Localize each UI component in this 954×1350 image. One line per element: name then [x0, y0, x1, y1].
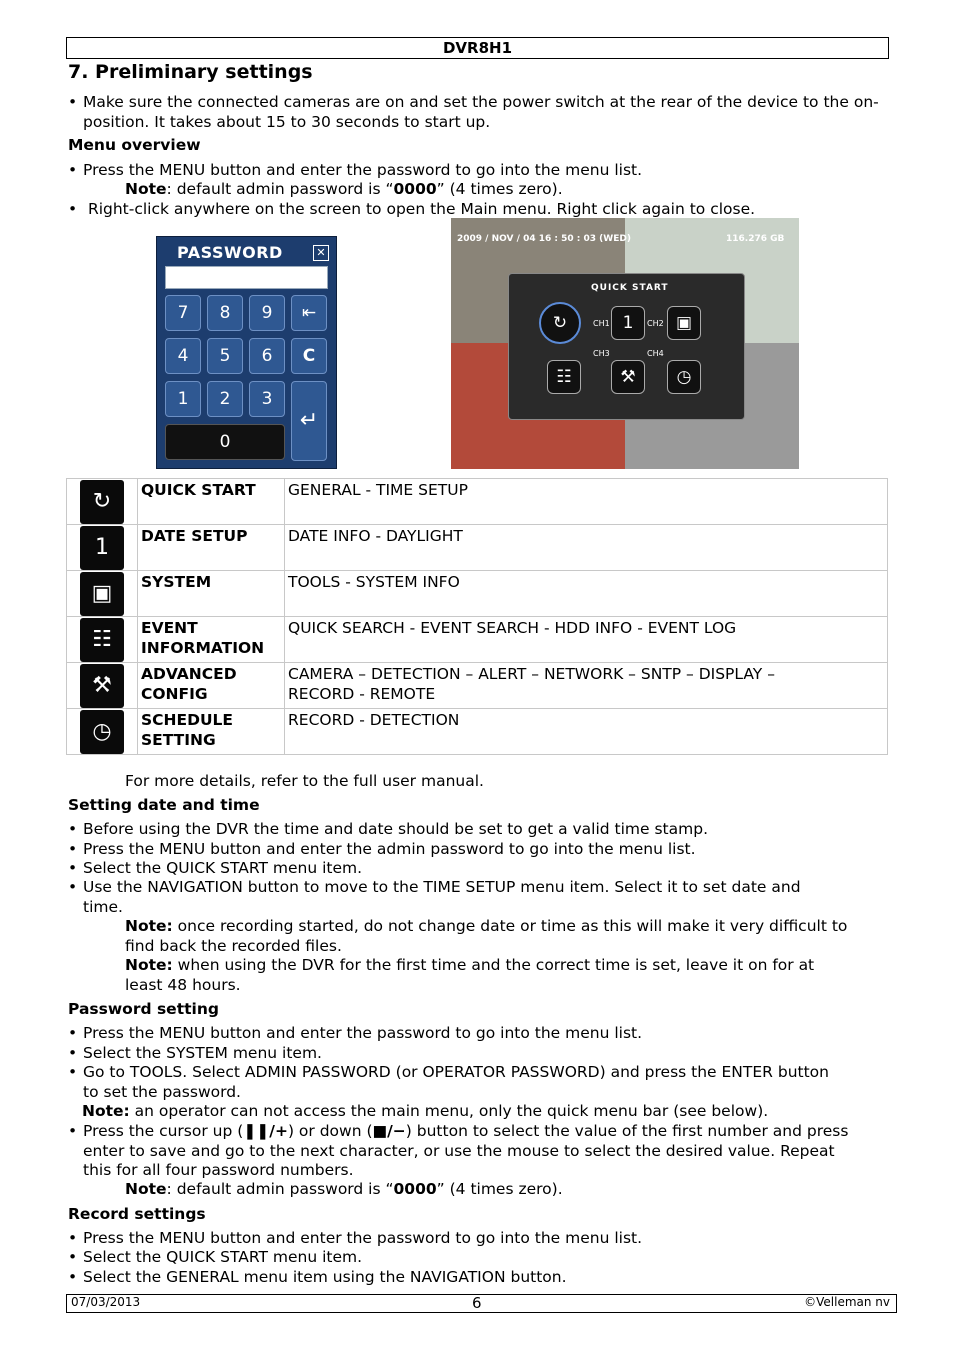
- key-5[interactable]: 5: [207, 338, 243, 374]
- table-row: [67, 617, 888, 663]
- timestamp-overlay: 2009 / NOV / 04 16 : 50 : 03 (WED): [457, 234, 631, 244]
- event-information-icon[interactable]: ☷: [547, 360, 581, 394]
- enter-icon[interactable]: ↵: [291, 381, 327, 461]
- date-time-bullet-3: • Select the QUICK START menu item.: [68, 859, 363, 877]
- key-2[interactable]: 2: [207, 381, 243, 417]
- password-note-1: Note: an operator can not access the main menu, only the quick menu bar (see below).: [82, 1102, 769, 1120]
- menu-description: CAMERA – DETECTION – ALERT – NETWORK – SNTP – DISPLAY – RECORD - REMOTE: [285, 663, 888, 709]
- advanced-config-icon[interactable]: ⚒: [611, 360, 645, 394]
- page-header: [66, 37, 889, 59]
- password-panel-title: PASSWORD: [177, 243, 283, 262]
- key-3[interactable]: 3: [249, 381, 285, 417]
- menu-description: GENERAL - TIME SETUP: [285, 479, 888, 525]
- key-6[interactable]: 6: [249, 338, 285, 374]
- menu-overview-heading: Menu overview: [68, 136, 201, 154]
- password-bullet-2: • Select the SYSTEM menu item.: [68, 1044, 322, 1062]
- table-row: [67, 479, 888, 525]
- table-row: [67, 571, 888, 617]
- cursor-down-icon: ■/−: [372, 1122, 406, 1140]
- menu-description: QUICK SEARCH - EVENT SEARCH - HDD INFO - EVENT LOG: [285, 617, 888, 663]
- password-note-2: Note: default admin password is “0000” (4 times zero).: [125, 1180, 563, 1198]
- clear-key[interactable]: C: [291, 338, 327, 374]
- table-row: [67, 663, 888, 709]
- channel-label: CH1: [593, 319, 610, 328]
- table-row: [67, 709, 888, 755]
- menu-name: EVENT INFORMATION: [138, 617, 285, 663]
- advanced-config-icon: ⚒: [80, 664, 124, 708]
- menu-name: SYSTEM: [138, 571, 285, 617]
- menu-overview-bullet-2: • Right-click anywhere on the screen to open the Main menu. Right click again to close.: [68, 200, 756, 218]
- close-icon[interactable]: ✕: [313, 245, 329, 261]
- date-time-bullet-2: • Press the MENU button and enter the admin password to go into the menu list.: [68, 840, 696, 858]
- channel-label: CH4: [647, 349, 664, 358]
- menu-overview-table: [66, 478, 888, 755]
- menu-overview-bullet-1: • Press the MENU button and enter the password to go into the menu list.: [68, 161, 643, 179]
- record-bullet-2: • Select the QUICK START menu item.: [68, 1248, 363, 1266]
- quick-start-menu-title: QUICK START: [591, 283, 669, 293]
- table-row: [67, 525, 888, 571]
- event-information-icon: ☷: [80, 618, 124, 662]
- menu-overview-note: Note: default admin password is “0000” (4 times zero).: [125, 180, 563, 198]
- password-bullet-4: • Press the cursor up (❚❚/+) or down (■/−) button to select the value of the first number and press enter to save and go to the next character, or use the mouse to select the desired value. Repeat this for all four password numbers.: [68, 1122, 849, 1179]
- cursor-up-icon: ❚❚/+: [243, 1122, 288, 1140]
- record-bullet-3: • Select the GENERAL menu item using the NAVIGATION button.: [68, 1268, 567, 1286]
- menu-name: DATE SETUP: [138, 525, 285, 571]
- system-icon: ▣: [80, 572, 124, 616]
- password-setting-heading: Password setting: [68, 1000, 219, 1018]
- key-9[interactable]: 9: [249, 295, 285, 331]
- channel-label: CH3: [593, 349, 610, 358]
- record-settings-heading: Record settings: [68, 1205, 206, 1223]
- page-number: 6: [472, 1294, 482, 1312]
- key-0[interactable]: 0: [165, 424, 285, 460]
- date-setup-icon: 1: [80, 526, 124, 570]
- schedule-setting-icon[interactable]: ◷: [667, 360, 701, 394]
- menu-name: QUICK START: [138, 479, 285, 525]
- date-time-bullet-4: • Use the NAVIGATION button to move to the TIME SETUP menu item. Select it to set date and time.: [68, 878, 801, 916]
- menu-description: RECORD - DETECTION: [285, 709, 888, 755]
- hdd-capacity: 116.276 GB: [726, 234, 785, 244]
- password-panel: [156, 236, 337, 469]
- password-bullet-1: • Press the MENU button and enter the password to go into the menu list.: [68, 1024, 643, 1042]
- backspace-icon[interactable]: ⇤: [291, 295, 327, 331]
- schedule-setting-icon: ◷: [80, 710, 124, 754]
- key-7[interactable]: 7: [165, 295, 201, 331]
- date-setup-icon[interactable]: 1: [611, 306, 645, 340]
- page-footer: [66, 1294, 897, 1313]
- key-4[interactable]: 4: [165, 338, 201, 374]
- system-icon[interactable]: ▣: [667, 306, 701, 340]
- channel-label: CH2: [647, 319, 664, 328]
- date-time-note-1: Note: once recording started, do not change date or time as this will make it very difficult to find back the recorded files.: [125, 917, 848, 955]
- menu-description: DATE INFO - DAYLIGHT: [285, 525, 888, 571]
- quick-start-screenshot: [451, 218, 799, 469]
- key-8[interactable]: 8: [207, 295, 243, 331]
- date-time-bullet-1: • Before using the DVR the time and date should be set to get a valid time stamp.: [68, 820, 709, 838]
- password-input[interactable]: [165, 266, 328, 289]
- key-1[interactable]: 1: [165, 381, 201, 417]
- quick-start-menu: [508, 273, 745, 420]
- quick-start-icon: ↻: [80, 480, 124, 524]
- section-title: 7. Preliminary settings: [68, 61, 313, 83]
- intro-bullet: • Make sure the connected cameras are on and set the power switch at the rear of the device to the on-position. It takes about 15 to 30 seconds to start up.: [68, 93, 879, 131]
- menu-name: ADVANCED CONFIG: [138, 663, 285, 709]
- record-bullet-1: • Press the MENU button and enter the password to go into the menu list.: [68, 1229, 643, 1247]
- date-time-heading: Setting date and time: [68, 796, 260, 814]
- menu-description: TOOLS - SYSTEM INFO: [285, 571, 888, 617]
- footer-copyright: ©Velleman nv: [804, 1295, 890, 1309]
- model-name: DVR8H1: [442, 39, 513, 57]
- quick-start-icon[interactable]: ↻: [539, 302, 581, 344]
- date-time-note-2: Note: when using the DVR for the first time and the correct time is set, leave it on for at least 48 hours.: [125, 956, 815, 994]
- more-details: For more details, refer to the full user manual.: [125, 772, 484, 790]
- menu-name: SCHEDULE SETTING: [138, 709, 285, 755]
- footer-date: 07/03/2013: [71, 1295, 141, 1309]
- password-bullet-3: • Go to TOOLS. Select ADMIN PASSWORD (or OPERATOR PASSWORD) and press the ENTER button to set the password.: [68, 1063, 829, 1101]
